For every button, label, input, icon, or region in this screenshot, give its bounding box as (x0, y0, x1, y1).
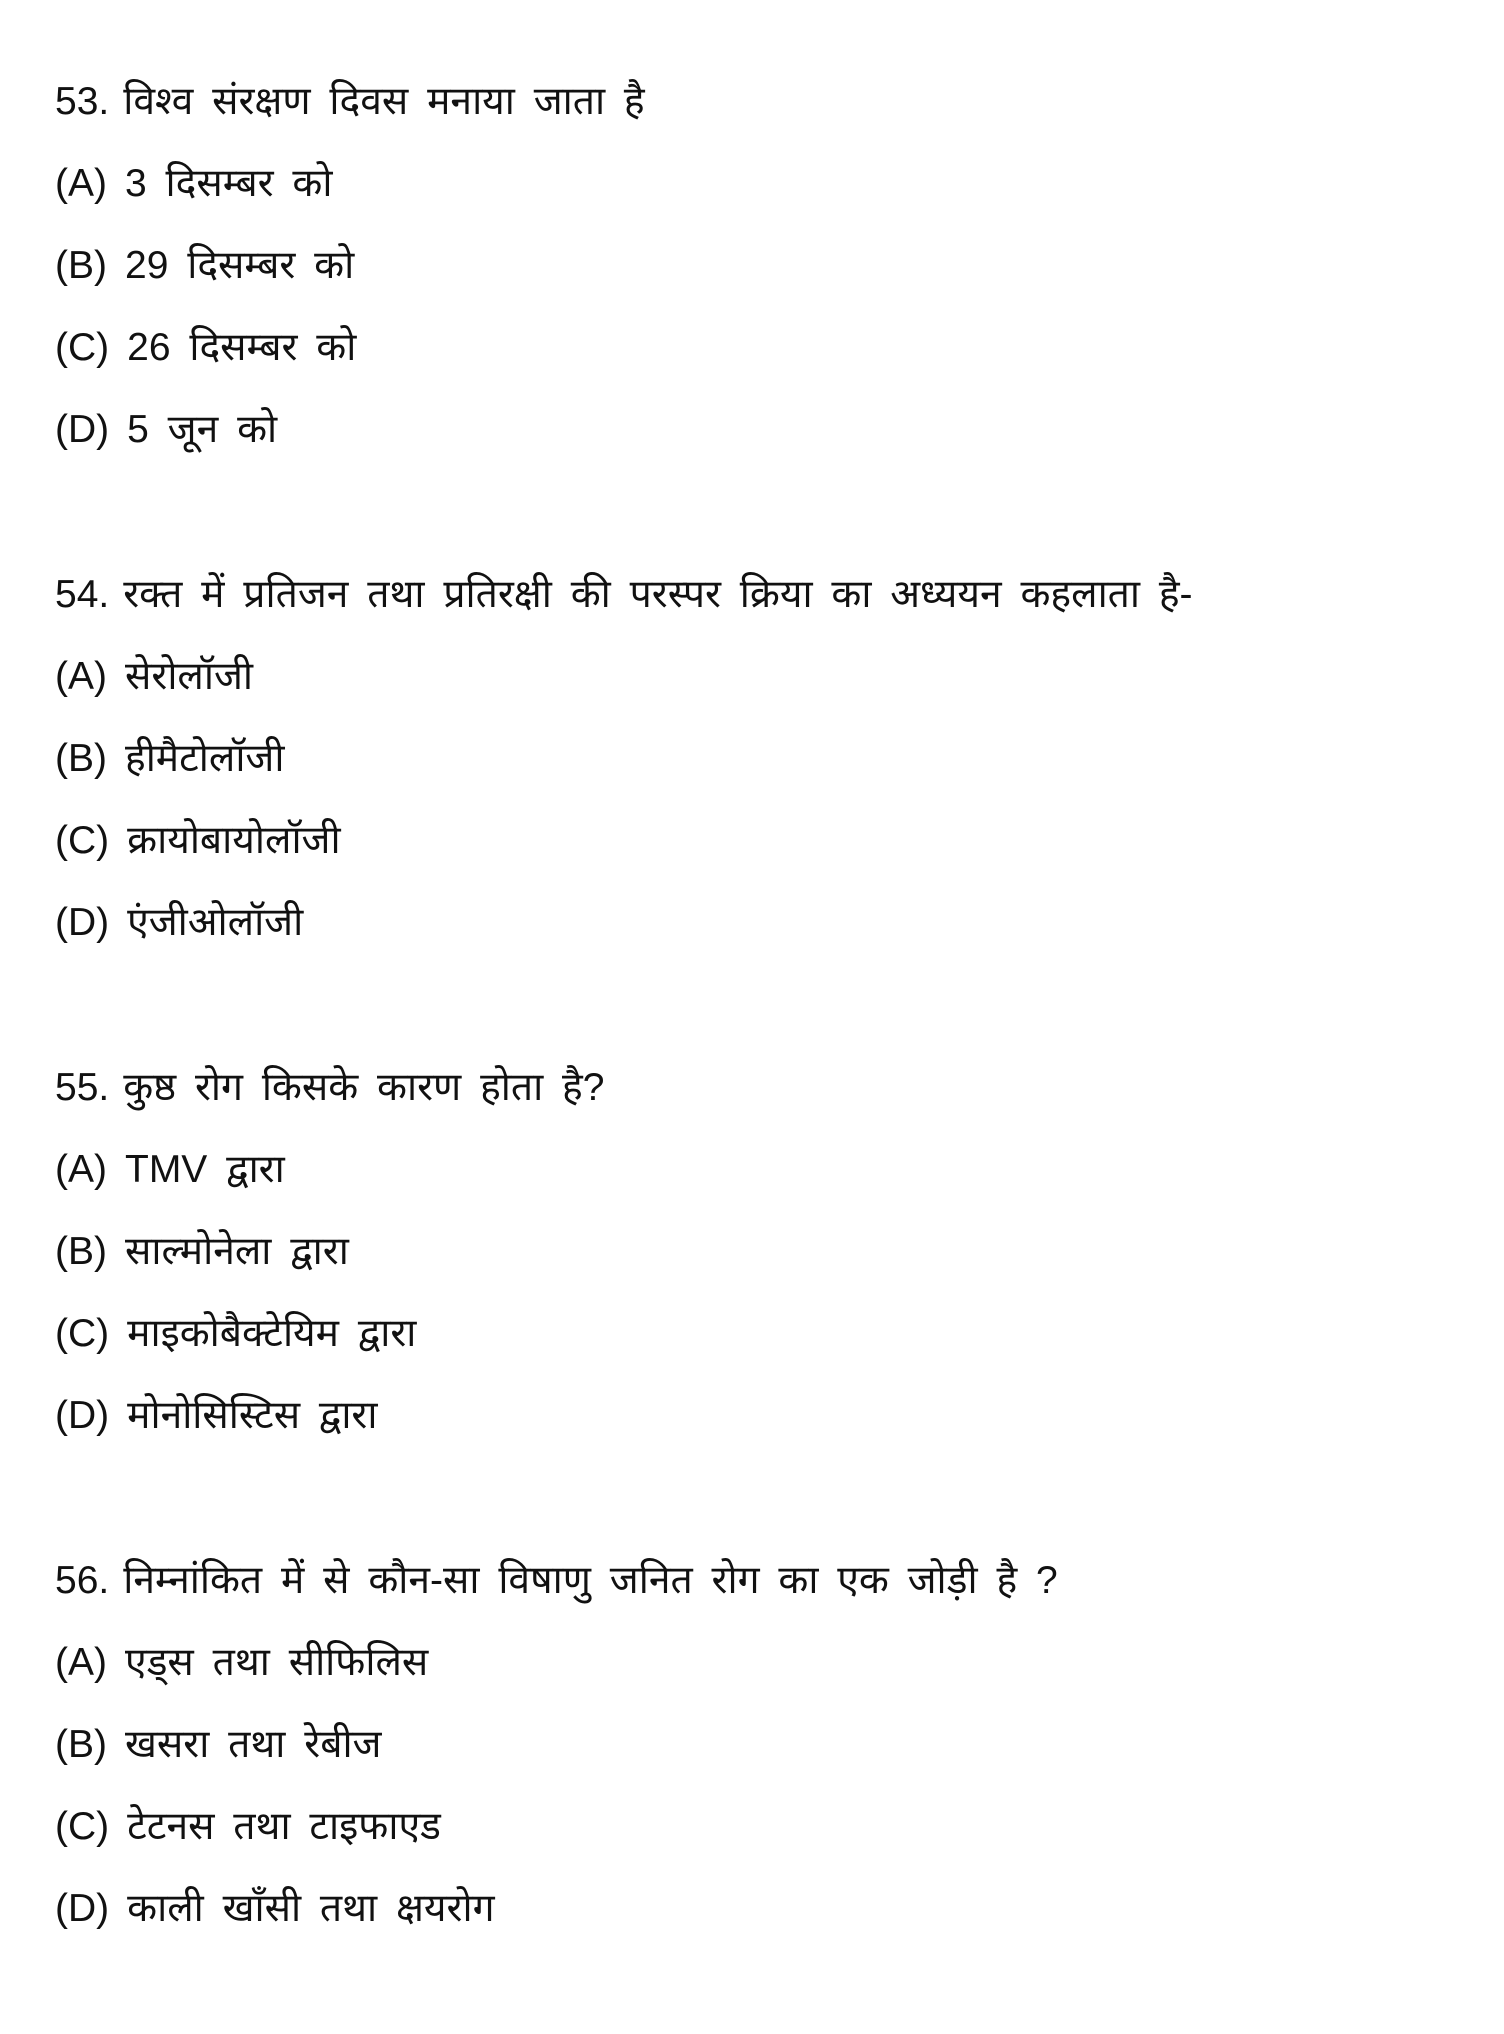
option-a[interactable] (55, 1633, 428, 1693)
option-label: (B) (55, 1723, 107, 1766)
option-text: खसरा तथा रेबीज (125, 1723, 382, 1766)
option-text: मोनोसिस्टिस द्वारा (127, 1394, 378, 1437)
option-label: (C) (55, 1312, 110, 1355)
question-text: निम्नांकित में से कौन-सा विषाणु जनित रोग का एक जोड़ी है ? (123, 1559, 1058, 1602)
option-label: (D) (55, 1887, 110, 1930)
option-a[interactable] (55, 1140, 285, 1200)
question-number: 54. (55, 573, 110, 616)
question-stem (55, 565, 1193, 625)
option-label: (C) (55, 326, 110, 369)
option-b[interactable] (55, 729, 284, 789)
option-d[interactable] (55, 1879, 495, 1939)
question-text: रक्त में प्रतिजन तथा प्रतिरक्षी की परस्पर क्रिया का अध्ययन कहलाता है- (123, 573, 1193, 616)
question-stem (55, 72, 645, 132)
option-label: (B) (55, 737, 107, 780)
option-b[interactable] (55, 1222, 349, 1282)
option-text: एड्स तथा सीफिलिस (125, 1641, 429, 1684)
question-stem (55, 1551, 1058, 1611)
option-c[interactable] (55, 811, 341, 871)
option-c[interactable] (55, 1797, 441, 1857)
option-c[interactable] (55, 318, 356, 378)
option-text: सेरोलॉजी (125, 655, 253, 698)
option-text: 3 दिसम्बर को (125, 162, 333, 205)
option-label: (C) (55, 1805, 110, 1848)
option-c[interactable] (55, 1304, 416, 1364)
option-label: (C) (55, 819, 110, 862)
option-label: (A) (55, 1148, 107, 1191)
option-b[interactable] (55, 236, 354, 296)
option-label: (B) (55, 1230, 107, 1273)
option-text: काली खाँसी तथा क्षयरोग (127, 1887, 495, 1930)
question-number: 55. (55, 1066, 110, 1109)
option-text: क्रायोबायोलॉजी (127, 819, 341, 862)
option-a[interactable] (55, 647, 253, 707)
option-label: (D) (55, 901, 110, 944)
option-text: 5 जून को (127, 408, 278, 451)
question-number: 53. (55, 80, 110, 123)
option-label: (B) (55, 244, 107, 287)
option-label: (D) (55, 408, 110, 451)
question-text: कुष्ठ रोग किसके कारण होता है? (123, 1066, 605, 1109)
option-d[interactable] (55, 400, 277, 460)
option-text: 26 दिसम्बर को (127, 326, 357, 369)
option-text: हीमैटोलॉजी (125, 737, 285, 780)
option-label: (A) (55, 1641, 107, 1684)
option-a[interactable] (55, 154, 332, 214)
option-text: 29 दिसम्बर को (125, 244, 355, 287)
option-text: TMV द्वारा (125, 1148, 285, 1191)
question-number: 56. (55, 1559, 110, 1602)
option-text: माइकोबैक्टेयिम द्वारा (127, 1312, 417, 1355)
option-d[interactable] (55, 893, 303, 953)
option-d[interactable] (55, 1386, 377, 1446)
option-text: साल्मोनेला द्वारा (125, 1230, 349, 1273)
question-text: विश्व संरक्षण दिवस मनाया जाता है (123, 80, 645, 123)
option-text: टेटनस तथा टाइफाएड (127, 1805, 441, 1848)
option-label: (A) (55, 655, 107, 698)
option-text: एंजीओलॉजी (127, 901, 304, 944)
option-label: (D) (55, 1394, 110, 1437)
option-label: (A) (55, 162, 107, 205)
question-stem (55, 1058, 604, 1118)
option-b[interactable] (55, 1715, 382, 1775)
